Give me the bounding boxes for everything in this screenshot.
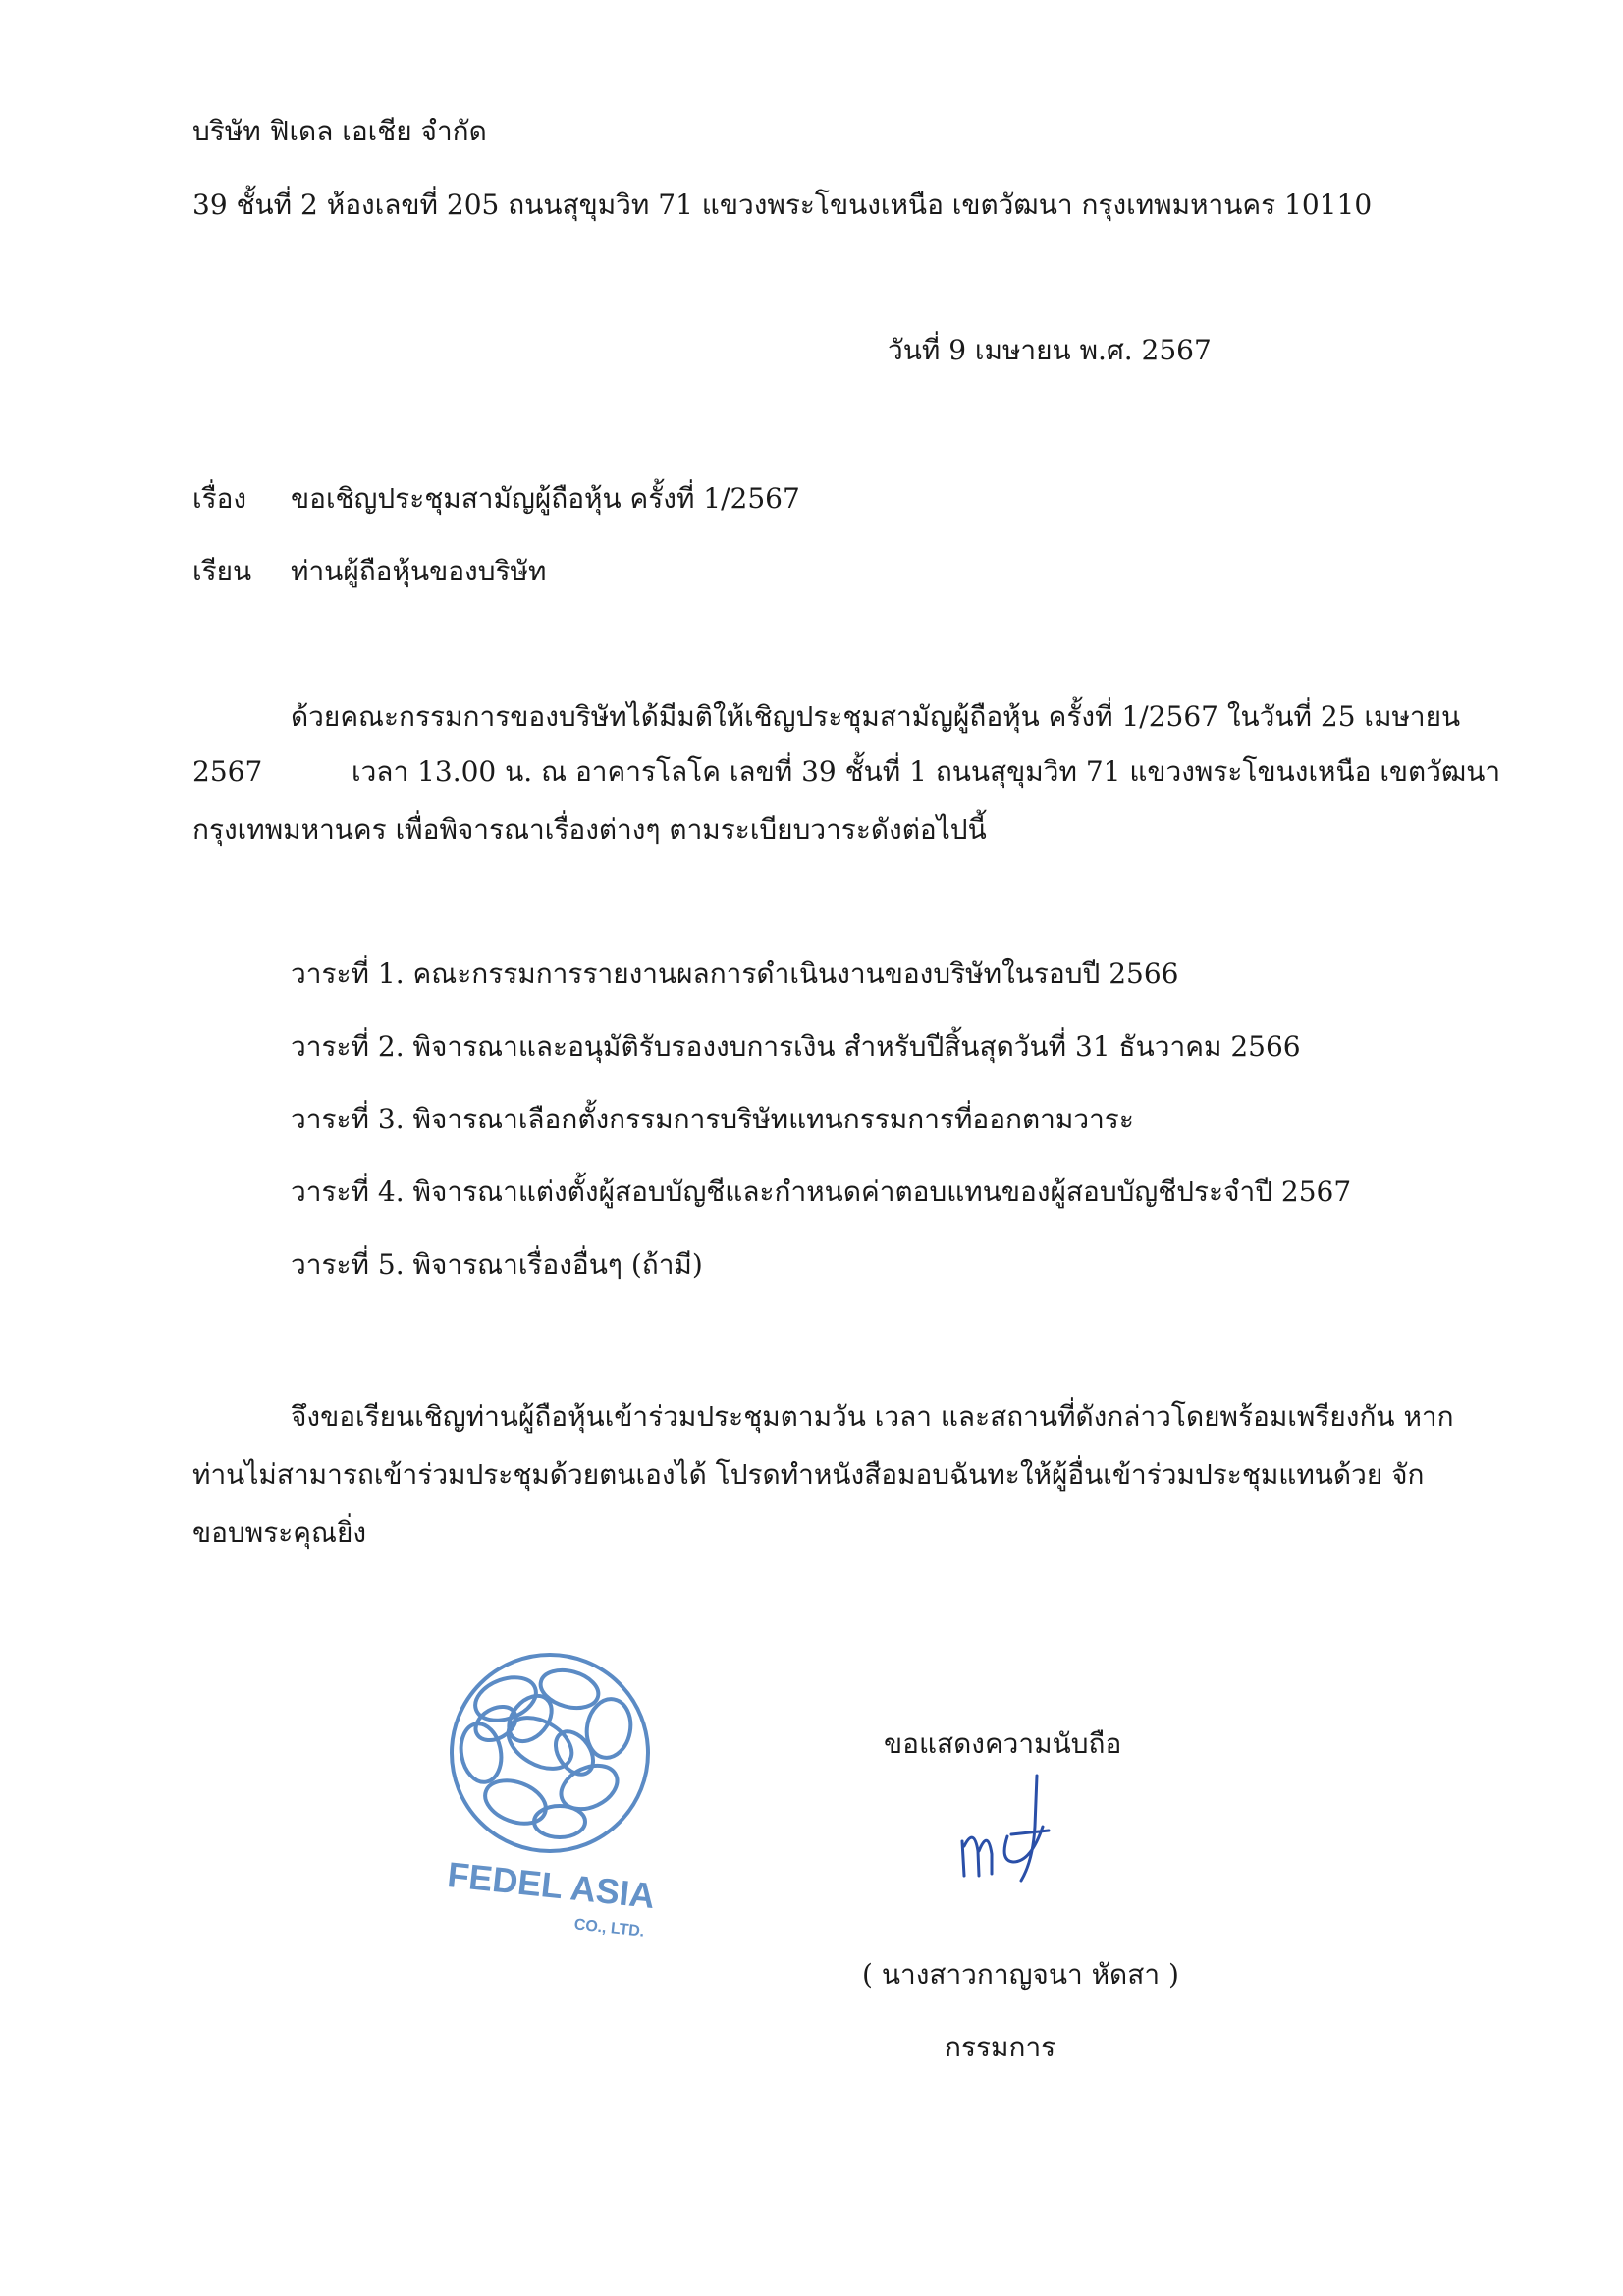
recipient-text: ท่านผู้ถือหุ้นของบริษัท: [291, 555, 547, 587]
signature-icon: [952, 1768, 1060, 1895]
body-paragraph-1-line-2: เวลา 13.00 น. ณ อาคารโลโค เลขที่ 39 ชั้นที่ 1 ถนนสุขุมวิท 71 แขวงพระโขนงเหนือ เขตวัฒนา: [352, 755, 1501, 788]
recipient-label: เรียน: [192, 555, 252, 587]
agenda-item: วาระที่ 1. คณะกรรมการรายงานผลการดำเนินงานของบริษัทในรอบปี 2566: [291, 957, 1179, 990]
body-paragraph-1-year: 2567: [192, 755, 263, 788]
body-paragraph-1-line-1: ด้วยคณะกรรมการของบริษัทได้มีมติให้เชิญประชุมสามัญผู้ถือหุ้น ครั้งที่ 1/2567 ในวันที่ 25 เมษายน: [291, 700, 1461, 733]
closing-text: ขอแสดงความนับถือ: [884, 1727, 1122, 1760]
subject-label: เรื่อง: [192, 482, 247, 515]
letter-date: วันที่ 9 เมษายน พ.ศ. 2567: [888, 334, 1212, 366]
signer-position: กรรมการ: [945, 2031, 1056, 2063]
agenda-item: วาระที่ 2. พิจารณาและอนุมัติรับรองงบการเงิน สำหรับปีสิ้นสุดวันที่ 31 ธันวาคม 2566: [291, 1030, 1301, 1063]
body-paragraph-2-line-1: จึงขอเรียนเชิญท่านผู้ถือหุ้นเข้าร่วมประชุมตามวัน เวลา และสถานที่ดังกล่าวโดยพร้อมเพรียงกัน หาก: [291, 1400, 1454, 1433]
seal-name-text: FEDEL ASIA: [445, 1854, 657, 1917]
body-paragraph-2-line-3: ขอบพระคุณยิ่ง: [192, 1516, 367, 1549]
agenda-item: วาระที่ 5. พิจารณาเรื่องอื่นๆ (ถ้ามี): [291, 1248, 703, 1281]
company-address: 39 ชั้นที่ 2 ห้องเลขที่ 205 ถนนสุขุมวิท 71 แขวงพระโขนงเหนือ เขตวัฒนา กรุงเทพมหานคร 10110: [192, 189, 1373, 221]
company-name: บริษัท ฟิเดล เอเชีย จำกัด: [192, 115, 487, 147]
seal-suffix-text: CO., LTD.: [572, 1916, 646, 1941]
body-paragraph-1-line-3: กรุงเทพมหานคร เพื่อพิจารณาเรื่องต่างๆ ตามระเบียบวาระดังต่อไปนี้: [192, 813, 987, 846]
subject-text: ขอเชิญประชุมสามัญผู้ถือหุ้น ครั้งที่ 1/2567: [291, 482, 800, 515]
body-paragraph-2-line-2: ท่านไม่สามารถเข้าร่วมประชุมด้วยตนเองได้ โปรดทำหนังสือมอบฉันทะให้ผู้อื่นเข้าร่วมประชุมแทนด้วย จัก: [192, 1458, 1425, 1491]
agenda-item: วาระที่ 4. พิจารณาแต่งตั้งผู้สอบบัญชีและกำหนดค่าตอบแทนของผู้สอบบัญชีประจำปี 2567: [291, 1175, 1352, 1208]
agenda-list: [291, 957, 1351, 1320]
signer-name: ( นางสาวกาญจนา หัดสา ): [862, 1958, 1179, 1991]
company-seal-icon: [403, 1620, 697, 1944]
agenda-item: วาระที่ 3. พิจารณาเลือกตั้งกรรมการบริษัทแทนกรรมการที่ออกตามวาระ: [291, 1103, 1134, 1135]
